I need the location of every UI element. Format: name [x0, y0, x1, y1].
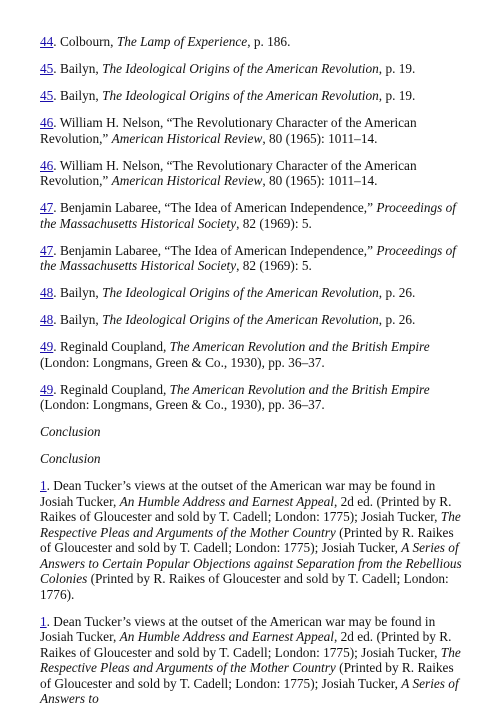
endnote: 48. Bailyn, The Ideological Origins of the American Revolution, p. 26.: [40, 285, 416, 300]
section-heading: Conclusion: [40, 424, 101, 439]
endnote: 45. Bailyn, The Ideological Origins of the American Revolution, p. 19.: [40, 61, 416, 76]
note-number-link[interactable]: 1: [40, 478, 47, 493]
note-number-link[interactable]: 1: [40, 613, 47, 629]
note-number-link[interactable]: 44: [40, 34, 54, 49]
note-number-link[interactable]: 49: [40, 381, 54, 397]
endnote: 49. Reginald Coupland, The American Revolution and the British Empire (London: Longmans, Green & Co., 1930), pp. 36–37.: [40, 339, 430, 370]
note-number-link[interactable]: 47: [40, 200, 54, 215]
endnote: 48. Bailyn, The Ideological Origins of the American Revolution, p. 26.: [40, 312, 416, 327]
endnote: 46. William H. Nelson, “The Revolutionary Character of the American Revolution,” American Historical Review, 80 (1965): 1011–14.: [40, 157, 417, 188]
note-number-link[interactable]: 46: [40, 157, 54, 173]
note-number-link[interactable]: 45: [40, 61, 54, 76]
endnote: 1. Dean Tucker’s views at the outset of the American war may be found in Josiah Tucker, An Humble Address and Earnest Appeal, 2d ed. (Printed by R. Raikes of Gloucester and sold by T. Cadell; London: 1775); Josiah Tucker, The Respective Pleas and Arguments of the Mother Country (Printed by R. Raikes of Gloucester and sold by T. Cadell; London: 1775); Josiah Tucker, A Series of Answers to Certain Popular Objections against Separation from the Rebellious Colonies (Printed by R. Raikes of Gloucester and sold by T. Cadell; London: 1776).: [40, 478, 462, 602]
endnote: 47. Benjamin Labaree, “The Idea of American Independence,” Proceedings of the Massachusetts Historical Society, 82 (1969): 5.: [40, 242, 456, 273]
endnote: 45. Bailyn, The Ideological Origins of the American Revolution, p. 19.: [40, 88, 416, 103]
endnote: 44. Colbourn, The Lamp of Experience, p. 186.: [40, 34, 291, 49]
note-number-link[interactable]: 47: [40, 242, 54, 258]
note-number-link[interactable]: 49: [40, 339, 54, 354]
endnote: 47. Benjamin Labaree, “The Idea of American Independence,” Proceedings of the Massachusetts Historical Society, 82 (1969): 5.: [40, 200, 456, 231]
endnote: 49. Reginald Coupland, The American Revolution and the British Empire (London: Longmans, Green & Co., 1930), pp. 36–37.: [40, 381, 430, 412]
endnote: 1. Dean Tucker’s views at the outset of the American war may be found in Josiah Tucker, An Humble Address and Earnest Appeal, 2d ed. (Printed by R. Raikes of Gloucester and sold by T. Cadell; London: 1775); Josiah Tucker, The Respective Pleas and Arguments of the Mother Country (Printed by R. Raikes of Gloucester and sold by T. Cadell; London: 1775); Josiah Tucker, A Series of Answers to: [40, 613, 461, 706]
endnote: 46. William H. Nelson, “The Revolutionary Character of the American Revolution,” American Historical Review, 80 (1965): 1011–14.: [40, 115, 417, 146]
section-heading: Conclusion: [40, 451, 101, 466]
note-number-link[interactable]: 48: [40, 312, 54, 327]
note-number-link[interactable]: 48: [40, 285, 54, 300]
note-number-link[interactable]: 46: [40, 115, 54, 130]
note-number-link[interactable]: 45: [40, 88, 54, 103]
